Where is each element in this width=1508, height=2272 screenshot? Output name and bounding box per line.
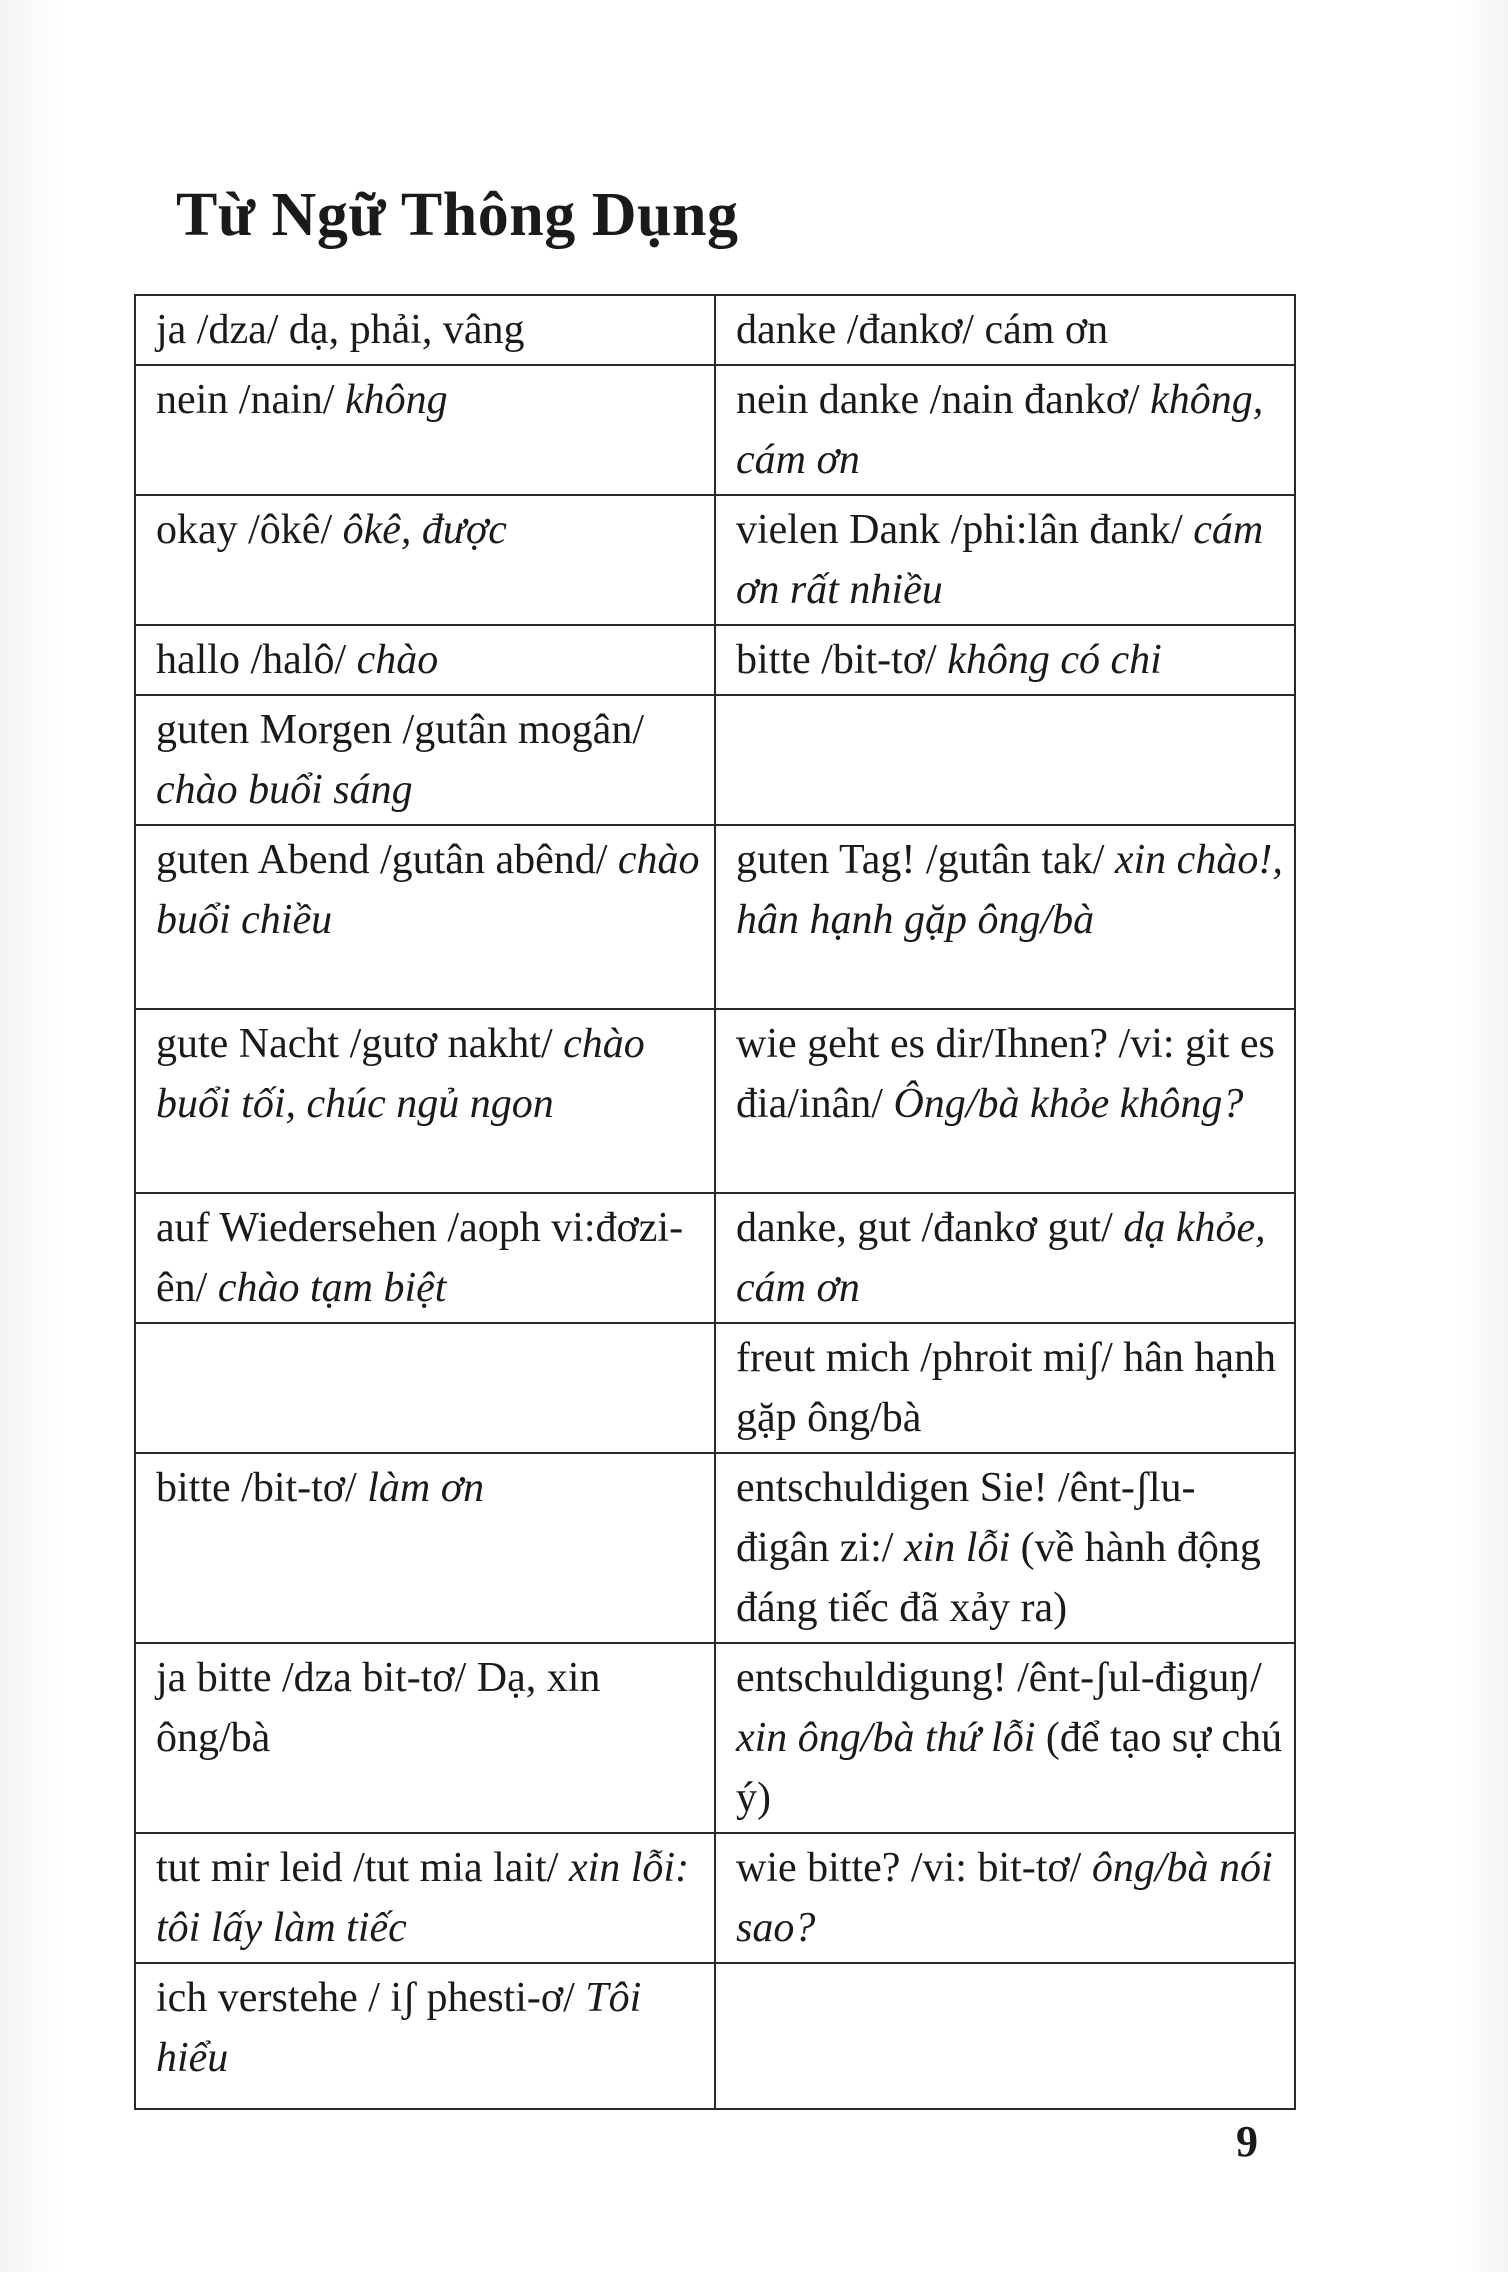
phrase-text: freut mich /phroit miʃ/ hân hạnh gặp ông/bà: [736, 1335, 1277, 1441]
left-cell: [135, 1193, 715, 1323]
left-cell: [135, 825, 715, 1009]
translation-text: không: [344, 377, 448, 423]
note-text: (để tạo sự chú ý): [736, 1715, 1283, 1821]
translation-text: Tôi hiểu: [156, 1975, 642, 2081]
right-cell: [715, 695, 1295, 825]
phrase-text: guten Morgen /gutân mogân/: [156, 707, 644, 753]
translation-text: làm ơn: [367, 1465, 485, 1511]
table-row: [135, 1009, 1295, 1193]
right-cell: [715, 1833, 1295, 1963]
right-cell: [715, 825, 1295, 1009]
translation-text: dạ khỏe, cám ơn: [736, 1205, 1266, 1311]
phrase-text: tut mir leid /tut mia lait/: [156, 1845, 569, 1891]
table-row: [135, 495, 1295, 625]
table-row: [135, 825, 1295, 1009]
right-cell: [715, 625, 1295, 695]
translation-text: Ông/bà khỏe không?: [893, 1081, 1244, 1127]
left-cell: [135, 1009, 715, 1193]
phrase-text: wie geht es dir/Ihnen? /vi: git es đia/inân/: [736, 1021, 1275, 1127]
phrase-text: okay /ôkê/: [156, 507, 343, 553]
phrase-text: gute Nacht /gutơ nakht/: [156, 1021, 564, 1067]
table-row: [135, 1833, 1295, 1963]
right-cell: [715, 1963, 1295, 2109]
phrase-text: ich verstehe / iʃ phesti-ơ/: [156, 1975, 586, 2021]
right-cell: [715, 1643, 1295, 1833]
phrase-text: bitte /bit-tơ/: [736, 637, 948, 683]
translation-text: chào: [356, 637, 439, 683]
translation-text: chào tạm biệt: [217, 1265, 447, 1311]
translation-text: không có chi: [947, 637, 1162, 683]
translation-text: xin ông/bà thứ lỗi: [736, 1715, 1036, 1761]
phrase-text: ja bitte /dza bit-tơ/ Dạ, xin ông/bà: [156, 1655, 601, 1761]
phrase-text: entschuldigung! /ênt-ʃul-điguŋ/: [736, 1655, 1262, 1701]
phrase-text: nein danke /nain đankơ/: [736, 377, 1151, 423]
table-row: [135, 1963, 1295, 2109]
translation-text: ôkê, được: [342, 507, 507, 553]
phrase-text: vielen Dank /phi:lân đank/: [736, 507, 1194, 553]
left-cell: [135, 1963, 715, 2109]
left-cell: [135, 1643, 715, 1833]
translation-text: ông/bà nói sao?: [736, 1845, 1273, 1951]
table-row: [135, 1323, 1295, 1453]
translation-text: chào buổi chiều: [156, 837, 700, 943]
phrase-text: hallo /halô/: [156, 637, 357, 683]
phrase-text: auf Wiedersehen /aoph vi:đơzi-ên/: [156, 1205, 684, 1311]
phrase-text: bitte /bit-tơ/: [156, 1465, 368, 1511]
translation-text: không, cám ơn: [736, 377, 1264, 483]
left-cell: [135, 1833, 715, 1963]
right-cell: [715, 295, 1295, 365]
left-cell: [135, 495, 715, 625]
phrase-table: [134, 294, 1296, 2110]
right-cell: [715, 1193, 1295, 1323]
phrase-text: guten Abend /gutân abênd/: [156, 837, 618, 883]
translation-text: chào buổi sáng: [156, 767, 413, 813]
phrase-text: danke /đankơ/ cám ơn: [736, 307, 1109, 353]
table-row: [135, 625, 1295, 695]
translation-text: xin chào!, hân hạnh gặp ông/bà: [736, 837, 1283, 943]
right-cell: [715, 1453, 1295, 1643]
translation-text: chào buổi tối, chúc ngủ ngon: [156, 1021, 645, 1127]
note-text: (về hành động đáng tiếc đã xảy ra): [736, 1525, 1261, 1631]
phrase-text: wie bitte? /vi: bit-tơ/: [736, 1845, 1092, 1891]
right-cell: [715, 365, 1295, 495]
left-cell: [135, 625, 715, 695]
table-row: [135, 1643, 1295, 1833]
phrase-text: ja /dza/ dạ, phải, vâng: [156, 307, 525, 353]
right-cell: [715, 1009, 1295, 1193]
phrase-text: danke, gut /đankơ gut/: [736, 1205, 1124, 1251]
phrase-text: nein /nain/: [156, 377, 345, 423]
table-row: [135, 695, 1295, 825]
phrase-text: entschuldigen Sie! /ênt-ʃlu-đigân zi:/: [736, 1465, 1196, 1571]
left-cell: [135, 1323, 715, 1453]
page-number: 9: [1236, 2117, 1258, 2166]
left-cell: [135, 1453, 715, 1643]
table-row: [135, 1193, 1295, 1323]
left-cell: [135, 695, 715, 825]
page-title: Từ Ngữ Thông Dụng: [176, 181, 739, 249]
translation-text: xin lỗi: [903, 1525, 1011, 1571]
right-cell: [715, 495, 1295, 625]
table-row: [135, 1453, 1295, 1643]
table-row: [135, 295, 1295, 365]
left-cell: [135, 365, 715, 495]
translation-text: xin lỗi: tôi lấy làm tiếc: [156, 1845, 690, 1951]
phrase-text: guten Tag! /gutân tak/: [736, 837, 1115, 883]
right-cell: [715, 1323, 1295, 1453]
table-row: [135, 365, 1295, 495]
translation-text: cám ơn rất nhiều: [736, 507, 1264, 613]
left-cell: [135, 295, 715, 365]
